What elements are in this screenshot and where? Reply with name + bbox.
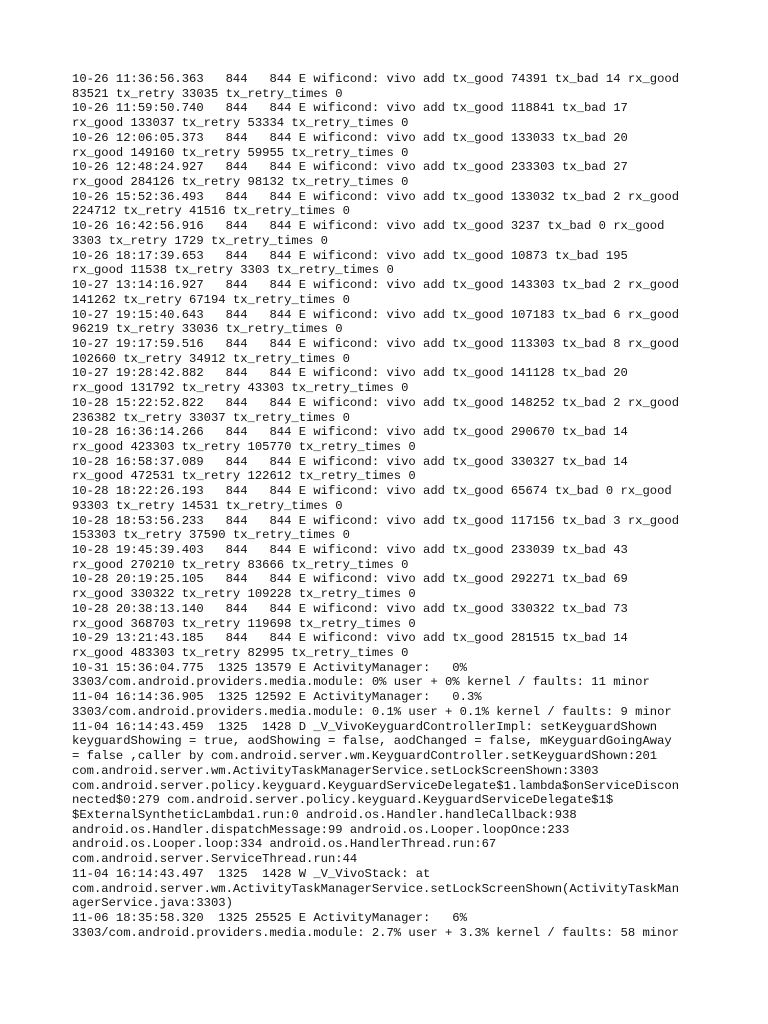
log-line: 83521 tx_retry 33035 tx_retry_times 0 xyxy=(72,86,343,101)
log-line: 153303 tx_retry 37590 tx_retry_times 0 xyxy=(72,528,350,543)
log-line: 11-06 18:35:58.320 1325 25525 E ActivityManager: 6% xyxy=(72,910,467,925)
log-line: 102660 tx_retry 34912 tx_retry_times 0 xyxy=(72,351,350,366)
log-line: 10-29 13:21:43.185 844 844 E wificond: vivo add tx_good 281515 tx_bad 14 xyxy=(72,631,628,646)
log-line: rx_good 423303 tx_retry 105770 tx_retry_times 0 xyxy=(72,439,416,454)
log-line: android.os.Handler.dispatchMessage:99 android.os.Looper.loopOnce:233 xyxy=(72,822,570,837)
log-line: rx_good 483303 tx_retry 82995 tx_retry_times 0 xyxy=(72,646,409,661)
log-line: $ExternalSyntheticLambda1.run:0 android.os.Handler.handleCallback:938 xyxy=(72,807,577,822)
log-line: android.os.Looper.loop:334 android.os.HandlerThread.run:67 xyxy=(72,837,497,852)
log-line: 236382 tx_retry 33037 tx_retry_times 0 xyxy=(72,410,350,425)
log-line: 3303/com.android.providers.media.module: 0.1% user + 0.1% kernel / faults: 9 minor xyxy=(72,704,672,719)
log-line: 10-28 19:45:39.403 844 844 E wificond: vivo add tx_good 233039 tx_bad 43 xyxy=(72,543,628,557)
log-line: nected$0:279 com.android.server.policy.keyguard.KeyguardServiceDelegate$1$ xyxy=(72,793,614,808)
log-line: 3303/com.android.providers.media.module: 2.7% user + 3.3% kernel / faults: 58 minor xyxy=(72,925,680,940)
log-line: com.android.server.ServiceThread.run:44 xyxy=(72,852,358,867)
log-line: keyguardShowing = true, aodShowing = false, aodChanged = false, mKeyguardGoingAway xyxy=(72,734,672,749)
log-line: com.android.server.policy.keyguard.KeyguardServiceDelegate$1.lambda$onServiceDiscon xyxy=(72,778,680,793)
log-line: 10-26 11:36:56.363 844 844 E wificond: vivo add tx_good 74391 tx_bad 14 rx_good xyxy=(72,72,680,86)
log-line: 224712 tx_retry 41516 tx_retry_times 0 xyxy=(72,204,350,219)
log-line: rx_good 284126 tx_retry 98132 tx_retry_times 0 xyxy=(72,175,409,190)
log-line: rx_good 368703 tx_retry 119698 tx_retry_times 0 xyxy=(72,616,416,631)
log-line: 10-26 18:17:39.653 844 844 E wificond: vivo add tx_good 10873 tx_bad 195 xyxy=(72,248,628,263)
log-line: 10-28 16:58:37.089 844 844 E wificond: vivo add tx_good 330327 tx_bad 14 xyxy=(72,454,628,469)
log-line: 10-28 20:38:13.140 844 844 E wificond: vivo add tx_good 330322 tx_bad 73 xyxy=(72,601,628,616)
log-line: 93303 tx_retry 14531 tx_retry_times 0 xyxy=(72,498,343,513)
log-line: 10-28 15:22:52.822 844 844 E wificond: vivo add tx_good 148252 tx_bad 2 rx_good xyxy=(72,395,680,410)
log-line: 10-27 19:28:42.882 844 844 E wificond: vivo add tx_good 141128 tx_bad 20 xyxy=(72,366,628,381)
log-line: com.android.server.wm.ActivityTaskManagerService.setLockScreenShown(ActivityTaskMan xyxy=(72,881,680,896)
log-line: 10-28 18:53:56.233 844 844 E wificond: vivo add tx_good 117156 tx_bad 3 rx_good xyxy=(72,513,680,528)
log-line: 10-27 13:14:16.927 844 844 E wificond: vivo add tx_good 143303 tx_bad 2 rx_good xyxy=(72,278,680,293)
log-line: rx_good 131792 tx_retry 43303 tx_retry_times 0 xyxy=(72,381,409,396)
log-line: 11-04 16:14:43.459 1325 1428 D _V_VivoKeyguardControllerImpl: setKeyguardShown xyxy=(72,719,658,734)
log-line: rx_good 270210 tx_retry 83666 tx_retry_times 0 xyxy=(72,557,409,572)
log-line: 10-28 16:36:14.266 844 844 E wificond: vivo add tx_good 290670 tx_bad 14 xyxy=(72,425,628,440)
log-text-block xyxy=(72,72,702,940)
log-line: 3303/com.android.providers.media.module: 0% user + 0% kernel / faults: 11 minor xyxy=(72,675,650,690)
log-line: com.android.server.wm.ActivityTaskManagerService.setLockScreenShown:3303 xyxy=(72,763,599,778)
log-line: 10-26 15:52:36.493 844 844 E wificond: vivo add tx_good 133032 tx_bad 2 rx_good xyxy=(72,189,680,204)
log-line: 10-27 19:17:59.516 844 844 E wificond: vivo add tx_good 113303 tx_bad 8 rx_good xyxy=(72,336,680,351)
log-line: 11-04 16:14:36.905 1325 12592 E ActivityManager: 0.3% xyxy=(72,690,482,705)
log-line: 10-26 16:42:56.916 844 844 E wificond: vivo add tx_good 3237 tx_bad 0 rx_good xyxy=(72,219,665,234)
log-line: rx_good 133037 tx_retry 53334 tx_retry_times 0 xyxy=(72,116,409,131)
log-line: 10-27 19:15:40.643 844 844 E wificond: vivo add tx_good 107183 tx_bad 6 rx_good xyxy=(72,307,680,322)
log-line: 10-26 12:06:05.373 844 844 E wificond: vivo add tx_good 133033 tx_bad 20 xyxy=(72,130,628,145)
log-line: 141262 tx_retry 67194 tx_retry_times 0 xyxy=(72,292,350,307)
log-line: = false ,caller by com.android.server.wm.KeyguardController.setKeyguardShown:201 xyxy=(72,749,658,764)
log-line: agerService.java:3303) xyxy=(72,896,233,911)
log-line: rx_good 149160 tx_retry 59955 tx_retry_times 0 xyxy=(72,145,409,160)
log-line: 10-28 20:19:25.105 844 844 E wificond: vivo add tx_good 292271 tx_bad 69 xyxy=(72,572,628,587)
log-line: rx_good 11538 tx_retry 3303 tx_retry_times 0 xyxy=(72,263,394,278)
log-line: 10-26 11:59:50.740 844 844 E wificond: vivo add tx_good 118841 tx_bad 17 xyxy=(72,101,628,116)
log-line: 10-31 15:36:04.775 1325 13579 E ActivityManager: 0% xyxy=(72,660,467,675)
log-line: 3303 tx_retry 1729 tx_retry_times 0 xyxy=(72,233,328,248)
log-line: 96219 tx_retry 33036 tx_retry_times 0 xyxy=(72,322,343,337)
log-line: 10-28 18:22:26.193 844 844 E wificond: vivo add tx_good 65674 tx_bad 0 rx_good xyxy=(72,484,672,499)
log-line: 11-04 16:14:43.497 1325 1428 W _V_VivoStack: at xyxy=(72,866,431,881)
log-line: rx_good 472531 tx_retry 122612 tx_retry_times 0 xyxy=(72,469,416,484)
log-line: rx_good 330322 tx_retry 109228 tx_retry_times 0 xyxy=(72,587,416,602)
log-line: 10-26 12:48:24.927 844 844 E wificond: vivo add tx_good 233303 tx_bad 27 xyxy=(72,160,628,175)
